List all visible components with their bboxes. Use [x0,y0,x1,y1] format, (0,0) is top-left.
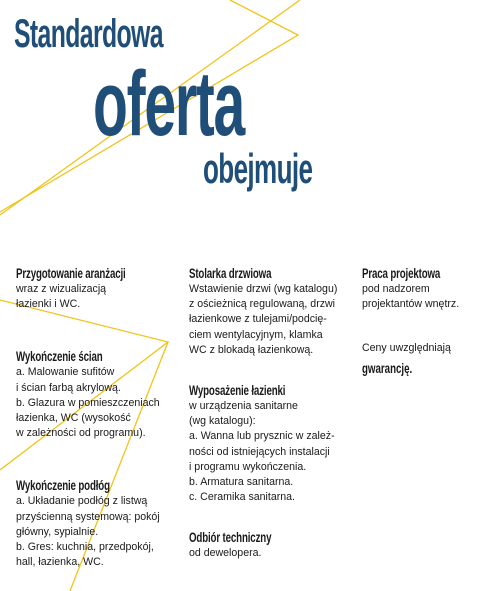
section-body: wraz z wizualizacją łazienki i WC. [16,283,107,311]
headline-line1: Standardowa [14,12,163,56]
column-3 [362,265,488,378]
section-title: Wyposażenie łazienki [189,383,286,399]
section-body: Wstawienie drzwi (wg katalogu) z ościeżnicą regulowaną, drzwi łazienkowe z tulejami/podcię- ciem wentylacyjnym, klamka WC z blokadą łazienkową. [189,283,338,356]
prices-text: Ceny uwzględniają [362,342,451,355]
section-body: od dewelopera. [189,547,262,560]
headline-line3: obejmuje [203,145,313,192]
section-title: Odbiór techniczny [189,530,272,546]
guarantee-word: gwarancję. [362,360,413,376]
section-preparation [16,265,186,312]
headline-line2: oferta [93,53,245,155]
section-body: w urządzenia sanitarne (wg katalogu): a. Wanna lub prysznic w zależ- ności od istniejących instalacji i programu wykończenia. b. Armatura sanitarna. c. Ceramika sanitarna. [189,400,335,504]
section-prices [362,341,488,377]
section-body: pod nadzorem projektantów wnętrz. [362,283,460,311]
section-design [362,265,488,312]
section-title: Przygotowanie aranżacji [16,266,126,281]
section-walls [16,348,186,441]
section-title: Wykończenie podłóg [16,478,110,494]
section-doors [189,265,359,358]
column-2 [189,265,359,562]
section-handover [189,529,359,561]
section-body: a. Układanie podłóg z listwą przyścienną systemową: pokój główny, sypialnie. b. Gres: kuchnia, przedpokój, hall, łazienka, WC. [16,495,160,569]
section-bathroom [189,382,359,505]
section-title: Wykończenie ścian [16,349,103,365]
section-floors [16,477,186,570]
section-title: Stolarka drzwiowa [189,266,272,281]
column-1 [16,265,186,570]
section-title: Praca projektowa [362,266,441,281]
section-body: a. Malowanie sufitów i ścian farbą akrylową. b. Glazura w pomieszczeniach łazienka, WC (wysokość w zależności od programu). [16,366,160,440]
